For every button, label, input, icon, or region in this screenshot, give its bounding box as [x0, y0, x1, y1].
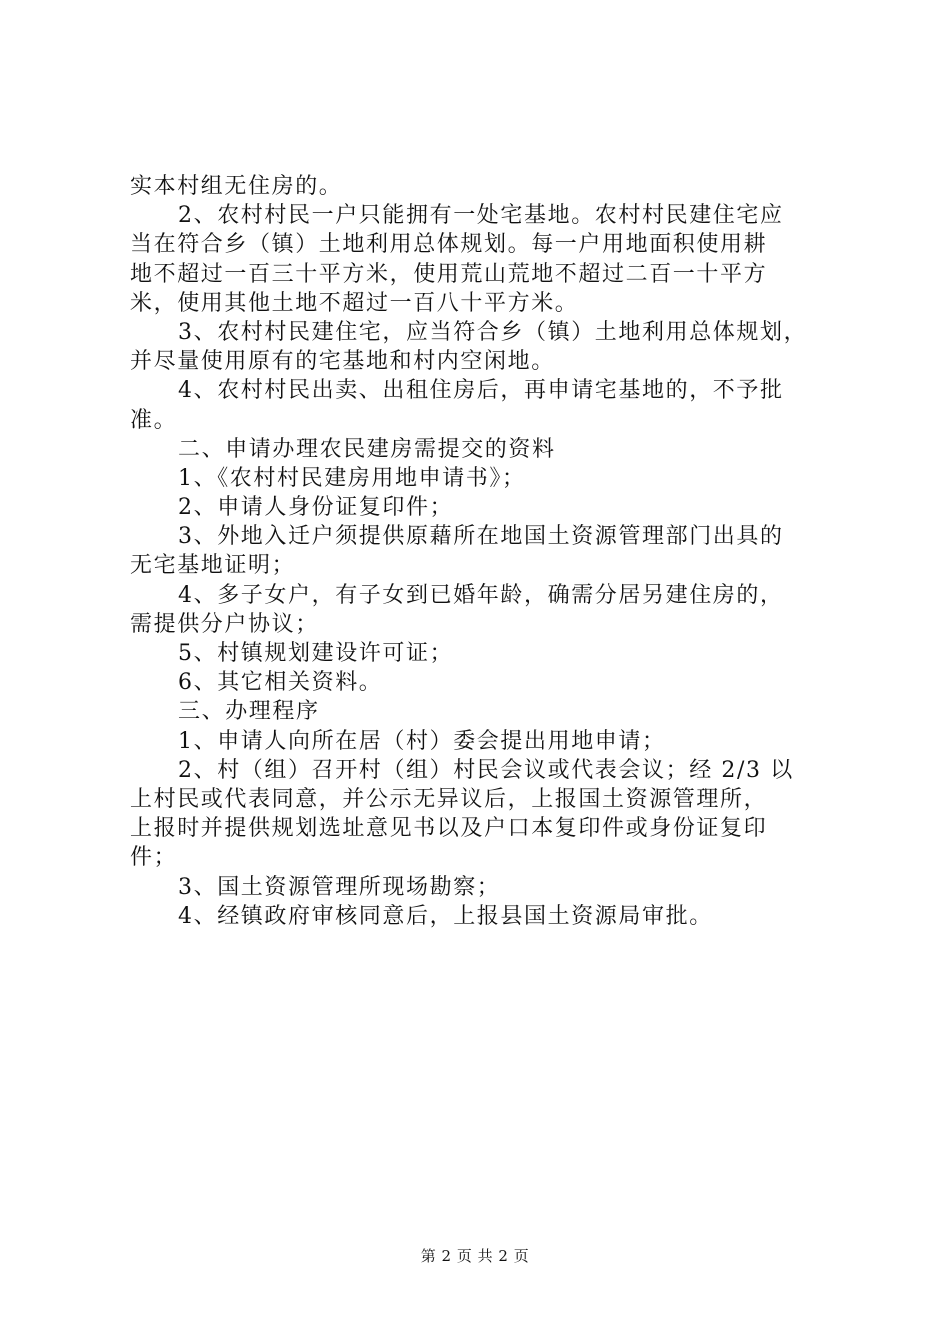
text-line: 件；	[130, 845, 178, 871]
document-body	[130, 172, 835, 931]
text-line: 4、农村村民出卖、出租住房后，再申请宅基地的，不予批	[178, 378, 784, 404]
section-heading: 二、申请办理农民建房需提交的资料	[178, 436, 556, 462]
text-line: 3、外地入迁户须提供原藉所在地国土资源管理部门出具的	[178, 524, 784, 550]
text-line: 上报时并提供规划选址意见书以及户口本复印件或身份证复印	[130, 816, 768, 842]
text-line: 4、经镇政府审核同意后，上报县国土资源局审批。	[178, 903, 713, 929]
text-line: 4、多子女户，有子女到已婚年龄，确需分居另建住房的，	[178, 582, 784, 608]
text-line: 并尽量使用原有的宅基地和村内空闲地。	[130, 349, 555, 375]
text-line: 1、《农村村民建房用地申请书》；	[178, 465, 526, 491]
text-line: 需提供分户协议；	[130, 611, 319, 637]
page-number-footer: 第 2 页 共 2 页	[420, 1247, 530, 1265]
text-line: 3、农村村民建住宅，应当符合乡（镇）土地利用总体规划，	[178, 319, 808, 345]
text-line: 当在符合乡（镇）土地利用总体规划。每一户用地面积使用耕	[130, 232, 768, 258]
text-line: 米，使用其他土地不超过一百八十平方米。	[130, 290, 579, 316]
text-line: 无宅基地证明；	[130, 553, 296, 579]
section-heading: 三、办理程序	[178, 699, 320, 725]
text-line: 3、国土资源管理所现场勘察；	[178, 874, 501, 900]
text-line: 2、村（组）召开村（组）村民会议或代表会议；经 2/3 以	[178, 757, 794, 783]
text-line: 5、村镇规划建设许可证；	[178, 641, 454, 666]
text-line: 2、申请人身份证复印件；	[178, 495, 454, 521]
text-line: 准。	[130, 407, 178, 433]
text-line: 上村民或代表同意，并公示无异议后，上报国土资源管理所，	[130, 786, 768, 812]
text-line: 1、申请人向所在居（村）委会提出用地申请；	[178, 728, 666, 754]
text-line: 6、其它相关资料。	[178, 670, 383, 696]
text-line: 地不超过一百三十平方米，使用荒山荒地不超过二百一十平方	[130, 261, 768, 287]
text-line: 实本村组无住房的。	[130, 174, 343, 199]
text-line: 2、农村村民一户只能拥有一处宅基地。农村村民建住宅应	[178, 203, 784, 229]
